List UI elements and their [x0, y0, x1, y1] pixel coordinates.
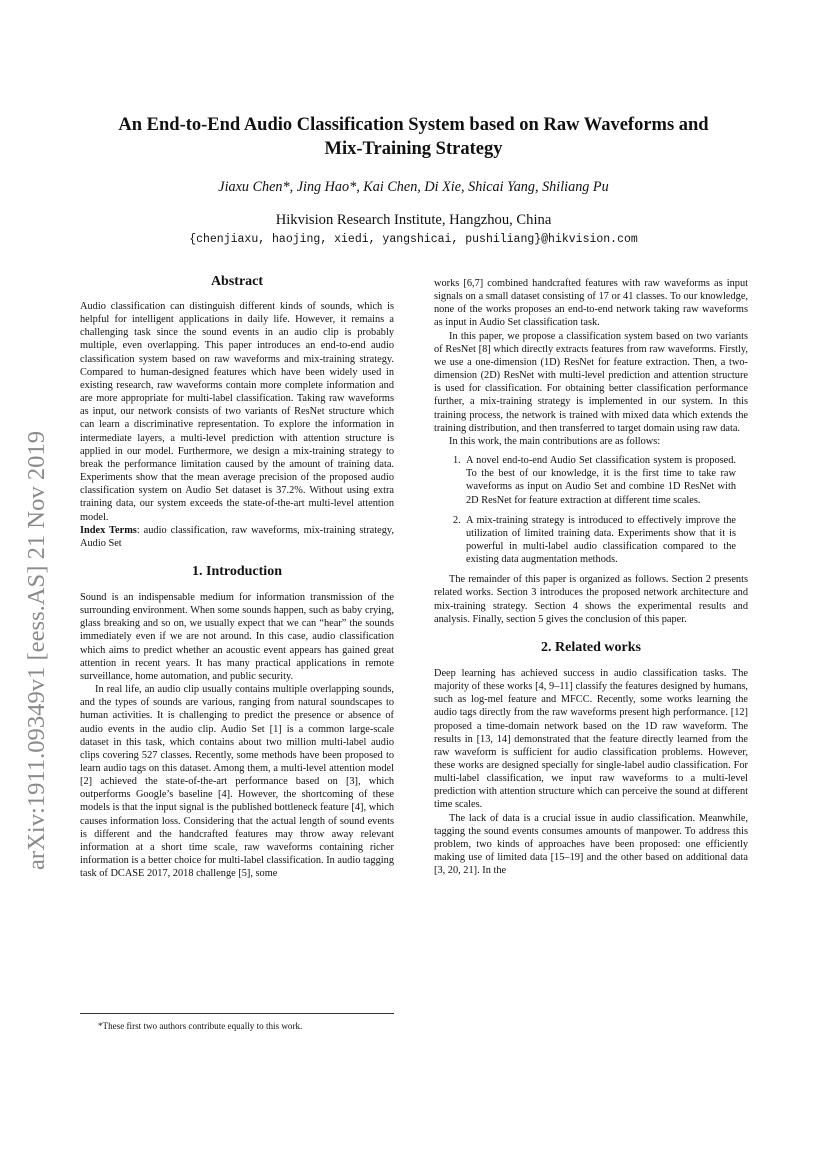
- intro-paragraph-3: works [6,7] combined handcrafted features with raw waveforms as input signals on a small dataset consisting of 17 or 41 classes. To our knowledge, none of the works proposes an end-to-end network taking raw waveforms as input in Audio Set classification task.: [434, 278, 748, 329]
- intro-paragraph-4: In this paper, we propose a classification system based on two variants of ResNet [8] which directly extracts features from raw waveforms. Firstly, we use a one-dimension (1D) ResNet for feature extraction. Then, a two-dimension (2D) ResNet with multi-level prediction and attention structure is used for classification. For obtaining better classification performance further, a mix-training strategy is implemented in our system. In this training process, the network is trained with mixed data which extends the training distribution, and then transferred to target domain using raw data.: [434, 330, 748, 434]
- title-line-2: Mix-Training Strategy: [324, 139, 503, 159]
- affiliation: Hikvision Research Institute, Hangzhou, China: [275, 212, 552, 228]
- footnote: [80, 1013, 394, 1032]
- list-item-text: A mix-training strategy is introduced to effectively improve the utilization of limited training data. Experiments show that it is powerful in multi-label audio classification compared to the existing data augmentation methods.: [466, 514, 736, 566]
- list-item-number: 2.: [453, 514, 461, 526]
- title-line-1: An End-to-End Audio Classification System based on Raw Waveforms and: [118, 115, 709, 135]
- author-emails: {chenjiaxu, haojing, xiedi, yangshicai, pushiliang}@hikvision.com: [189, 233, 638, 246]
- left-column: [80, 273, 394, 880]
- related-paragraph-1: Deep learning has achieved success in audio classification tasks. The majority of these works [4, 9–11] classify the features designed by humans, such as log-mel feature and MFCC. Recently, some works learning the audio tags directly from the raw waveforms present high performance. [12] proposed a time-domain network based on the 1D raw waveform. The results in [13, 14] demonstrated that the feature directly learned from the raw waveform is sufficient for audio classification problems. However, these works are designed specially for single-label audio classification. For multi-label classification, we input raw waveforms to a multi-level prediction with attention structure which can perceive the sound at different time scales.: [434, 667, 748, 811]
- arxiv-stamp: arXiv:1911.09349v1 [eess.AS] 21 Nov 2019: [23, 430, 50, 870]
- intro-paragraph-6: The remainder of this paper is organized as follows. Section 2 presents related works. Section 3 introduces the proposed network architecture and mix-training strategy. Section 4 shows the experimental results and analysis. Finally, section 5 gives the conclusion of this paper.: [434, 574, 748, 625]
- paper-title: [80, 113, 747, 161]
- abstract-text: Audio classification can distinguish different kinds of sounds, which is helpful for intelligent applications in daily life. However, it remains a challenging task since the sound events in an audio clip is probably multiple, even overlapping. This paper introduces an end-to-end audio classification system based on raw waveforms and mix-training strategy. Compared to human-designed features which have been widely used in existing research, raw waveforms contain more complete information and are more appropriate for multi-label classification. Taking raw waveforms as input, our network consists of two variants of ResNet structure which can learn a discriminative representation. To explore the information in intermediate layers, a multi-level prediction with attention structure is applied in our model. Furthermore, we design a mix-training strategy to break the performance limitation caused by the amount of training data. Experiments show that the mean average precision of the proposed audio classification system on Audio Set dataset is 37.2%. Without using extra training data, our system exceeds the state-of-the-art multi-level attention model.: [80, 301, 394, 523]
- related-paragraph-2: The lack of data is a crucial issue in audio classification. Meanwhile, tagging the sound events consumes amounts of manpower. To address this problem, two kinds of approaches have been proposed: one efficiently making use of limited data [15–19] and the other based on additional data [3, 20, 21]. In the: [434, 812, 748, 877]
- intro-paragraph-5: In this work, the main contributions are as follows:: [449, 435, 661, 447]
- index-terms-label: Index Terms: [80, 524, 137, 536]
- intro-paragraph-1: Sound is an indispensable medium for information transmission of the surrounding environment. When some sounds happen, such as baby crying, glass breaking and so on, we usually expect that we can “hear” the sounds immediately even if we are not around. In this case, audio classification which aims to predict whether an acoustic event appears has gained great attention in recent years. It has many practical applications in remote surveillance, home automation, and public security.: [80, 591, 394, 682]
- index-terms: [80, 524, 394, 550]
- intro-heading: 1. Introduction: [192, 563, 282, 579]
- right-column: [434, 277, 748, 877]
- contribution-list: [434, 454, 748, 566]
- list-item: [434, 514, 748, 567]
- list-item-number: 1.: [453, 455, 461, 467]
- footnote-text: *These first two authors contribute equally to this work.: [98, 1021, 303, 1031]
- index-terms-text: : audio classification, raw waveforms, mix-training strategy, Audio Set: [80, 524, 394, 549]
- list-item-text: A novel end-to-end Audio Set classification system is proposed. To the best of our knowledge, it is the first time to take raw waveforms as input on Audio Set and combine 1D ResNet with 2D ResNet for feature extraction at different time scales.: [466, 455, 736, 506]
- abstract-heading: Abstract: [210, 274, 264, 289]
- list-item: [434, 454, 748, 507]
- intro-paragraph-2: In real life, an audio clip usually contains multiple overlapping sounds, and the types of sounds are various, ranging from natural soundscapes to human activities. It is challenging to predict the presence or absence of audio events in the audio clip. Audio Set [1] is a common large-scale dataset in this task, which contains about two million multi-label audio clips covering 527 classes. Recently, some methods have been proposed to learn audio tags on this dataset. Among them, a multi-level attention model [2] achieved the state-of-the-art performance based on [3], which outperforms Google’s baseline [4]. However, the shortcoming of these models is that the input signal is the published bottleneck feature [4], which causes information loss. Considering that the actual length of sound events is different and the handcrafted features may throw away relevant information at a short time scale, raw waveforms containing richer information is a better choice for multi-label classification. In audio tagging task of DCASE 2017, 2018 challenge [5], some: [80, 684, 394, 880]
- author-list: Jiaxu Chen*, Jing Hao*, Kai Chen, Di Xie, Shicai Yang, Shiliang Pu: [218, 179, 609, 195]
- related-works-heading: 2. Related works: [541, 639, 641, 655]
